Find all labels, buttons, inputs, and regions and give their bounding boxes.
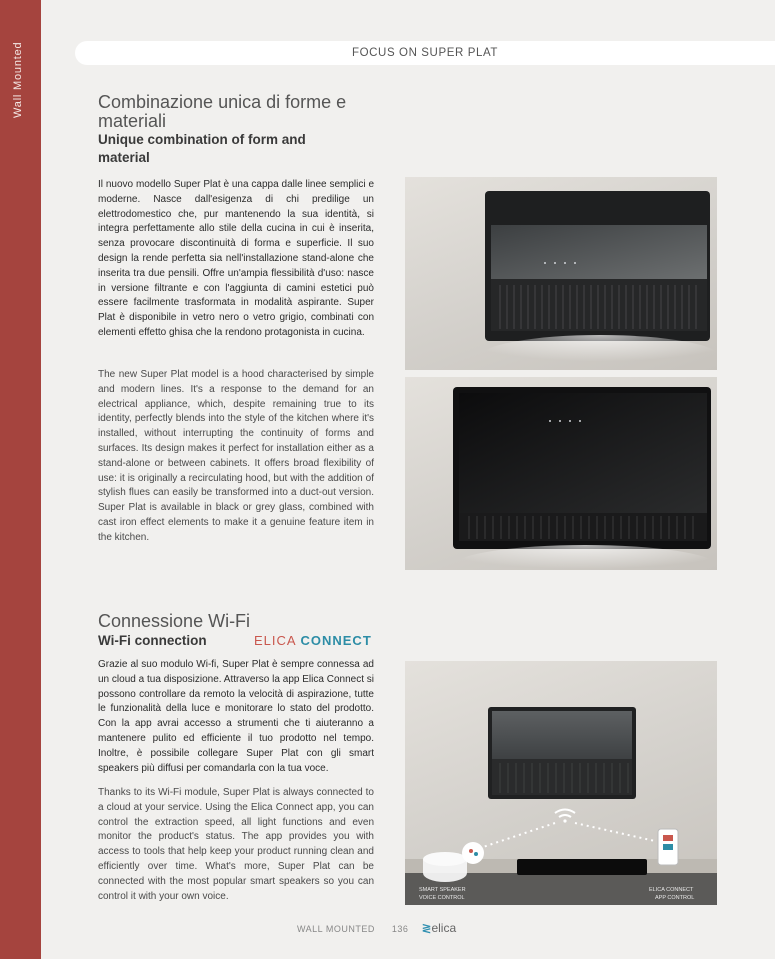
link-phone	[575, 823, 655, 841]
scene-hood-grille	[492, 759, 632, 795]
cooktop	[517, 859, 647, 875]
page-header	[75, 41, 775, 65]
hood-photo-black	[405, 377, 717, 570]
label-speaker-1: SMART SPEAKER	[419, 887, 466, 893]
label-speaker-2: VOICE CONTROL	[419, 895, 465, 901]
section1-body-en: The new Super Plat model is a hood characterised by simple and modern lines. It's a response to the demand for an electrical appliance, which, despite remaining true to its identity, perfectly blends into the style of the kitchen where it's installed, without interrupting the continuity of forms and surfaces. Its design makes it perfect for installation either as a stand-alone or between cabinets. It offers broad flexibility of use: it is originally a recirculating hood, but with the addition of stylish flues can easily be transformed into a duct-out version. Super Plat is available in black or grey glass, combined with cast iron effect elements to make it a genuine feature item in the kitchen.	[98, 369, 374, 543]
logo-elica: ELICA	[254, 633, 296, 648]
hood-photo-grey	[405, 177, 717, 370]
connect-scene-photo	[405, 661, 717, 905]
footer-brand-text: elica	[431, 921, 457, 935]
label-app-1: ELICA CONNECT	[649, 887, 694, 893]
side-band	[0, 0, 41, 959]
footer-brand	[421, 921, 456, 935]
hood-black-glass	[459, 393, 707, 513]
section2-body-en: Thanks to its Wi-Fi module, Super Plat is always connected to a cloud at your service. Using the Elica Connect app, you can control the extraction speed, all light functions and even monitor the product's status. The app provides you with access to tools that help keep your product running clean and efficiently over time. What's more, Super Plat can be connected with the most popular smart speakers so you can control it with your own voice.	[98, 787, 374, 902]
section1-title-it: Combinazione unica di forme e materiali	[98, 92, 347, 131]
elica-connect-logo	[254, 633, 372, 648]
footer-page-number: 136	[391, 924, 409, 934]
elica-logo-icon: ≷	[421, 921, 432, 935]
wifi-icon	[555, 810, 575, 814]
hood-grey-illustration	[405, 177, 717, 370]
label-app-2: APP CONTROL	[655, 895, 695, 901]
section2-title-en: Wi-Fi connection	[98, 633, 207, 648]
hood-grey-glass	[491, 225, 707, 279]
scene-hood-glass	[492, 711, 632, 759]
connect-scene-illustration	[405, 661, 717, 905]
hood-black-illustration	[405, 377, 717, 570]
header-title: FOCUS ON SUPER PLAT	[351, 47, 498, 59]
section2-title-it: Connessione Wi-Fi	[98, 611, 251, 631]
speaker-bubble	[462, 842, 484, 864]
logo-connect: CONNECT	[300, 633, 372, 648]
footer-section: WALL MOUNTED	[297, 924, 375, 934]
section2-body-it: Grazie al suo modulo Wi-fi, Super Plat è sempre connessa ad un cloud a tua disposizione. Attraverso la app Elica Connect si possono controllare da remoto la velocità di aspirazione, tutte le funzionalità della luce e monitorare lo stato del prodotto. Con la app avrai accesso a strumenti che ti aiuteranno a mantenere pulito ed efficiente il tuo prodotto nel tempo. Inoltre, è possibile collegare Super Plat con gli smart speakers più diffusi per comandarla con la tua voce.	[98, 659, 374, 774]
section1-body-it: Il nuovo modello Super Plat è una cappa dalle linee semplici e moderne. Nasce dall'esigenza di chi predilige un elettrodomestico che, pur mantenendo la sua identità, si integra perfettamente allo stile della cucina in cui è inserita, senza provocare discontinuità di forma e superficie. Il suo design la rende perfetta sia nell'installazione stand-alone che inserita tra due pensili. Offre un'ampia flessibilità d'uso: nasce in versione filtrante e con l'aggiunta di camini estetici può essere facilmente trasformata in modalità aspirante. Super Plat è disponibile in vetro nero o vetro grigio, combinati con elementi effetto ghisa che la rendono protagonista in cucina.	[98, 179, 374, 338]
page-footer	[297, 921, 456, 935]
side-label: Wall Mounted	[12, 41, 24, 118]
section1-title-en: Unique combination of form and material	[98, 132, 306, 165]
